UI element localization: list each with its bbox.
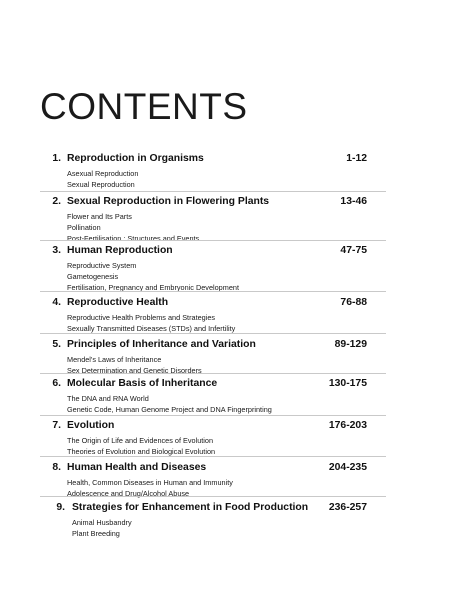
subtopic[interactable]: Reproductive System <box>67 261 137 270</box>
subtopic[interactable]: Reproductive Health Problems and Strategies <box>67 313 216 322</box>
chapter-title[interactable]: Sexual Reproduction in Flowering Plants <box>67 196 270 207</box>
chapter-pages: 76-88 <box>340 297 367 308</box>
chapter-number: 1. <box>52 153 61 164</box>
subtopic-list <box>67 312 235 334</box>
chapter-pages: 130-175 <box>328 378 367 389</box>
chapter-pages: 1-12 <box>346 153 367 164</box>
chapter-pages: 204-235 <box>328 462 367 473</box>
chapter-number: 3. <box>52 245 61 256</box>
chapter-number: 5. <box>52 339 61 350</box>
subtopic[interactable]: Sexually Transmitted Diseases (STDs) and Infertility <box>67 324 236 333</box>
chapter-5[interactable] <box>0 338 452 375</box>
divider <box>40 291 386 292</box>
divider <box>40 191 386 192</box>
chapter-pages: 236-257 <box>328 502 367 513</box>
chapter-heading[interactable] <box>0 419 452 432</box>
chapter-number: 8. <box>52 462 61 473</box>
divider <box>40 496 386 497</box>
subtopic[interactable]: Health, Common Diseases in Human and Immunity <box>67 478 233 487</box>
chapter-heading[interactable] <box>0 338 452 351</box>
subtopic[interactable]: Fertilisation, Pregnancy and Embryonic Development <box>67 283 239 292</box>
chapter-title[interactable]: Human Reproduction <box>67 245 173 256</box>
chapter-heading[interactable] <box>0 461 452 474</box>
chapter-2[interactable] <box>0 195 452 243</box>
chapter-number: 4. <box>52 297 61 308</box>
chapter-pages: 89-129 <box>334 339 367 350</box>
subtopic[interactable]: Genetic Code, Human Genome Project and DNA Fingerprinting <box>67 405 272 414</box>
subtopic[interactable]: Pollination <box>67 223 101 232</box>
chapter-pages: 13-46 <box>340 196 367 207</box>
divider <box>40 456 386 457</box>
subtopic[interactable]: Plant Breeding <box>72 529 120 538</box>
chapter-heading[interactable] <box>0 377 452 390</box>
subtopic[interactable]: Gametogenesis <box>67 272 119 281</box>
chapter-heading[interactable] <box>0 244 452 257</box>
subtopic[interactable]: Sexual Reproduction <box>67 180 135 189</box>
chapter-title[interactable]: Strategies for Enhancement in Food Production <box>72 502 309 513</box>
chapter-pages: 176-203 <box>328 420 367 431</box>
chapter-number: 6. <box>52 378 61 389</box>
subtopic-list <box>67 260 239 293</box>
subtopic[interactable]: Flower and Its Parts <box>67 212 132 221</box>
chapter-title[interactable]: Evolution <box>67 420 115 431</box>
chapter-title[interactable]: Molecular Basis of Inheritance <box>67 378 218 389</box>
divider <box>40 373 386 374</box>
subtopic[interactable]: Sex Determination and Genetic Disorders <box>67 366 202 375</box>
divider <box>40 240 386 241</box>
chapter-heading[interactable] <box>0 195 452 208</box>
chapter-title[interactable]: Reproduction in Organisms <box>67 153 204 164</box>
chapter-heading[interactable] <box>0 296 452 309</box>
subtopic[interactable]: Mendel's Laws of Inheritance <box>67 355 162 364</box>
chapter-7[interactable] <box>0 419 452 456</box>
chapter-title[interactable]: Reproductive Health <box>67 297 169 308</box>
subtopic[interactable]: The DNA and RNA World <box>67 394 149 403</box>
chapter-number: 2. <box>52 196 61 207</box>
chapter-title[interactable]: Principles of Inheritance and Variation <box>67 339 256 350</box>
chapter-number: 7. <box>52 420 61 431</box>
chapter-heading[interactable] <box>0 152 452 165</box>
chapter-number: 9. <box>56 502 65 513</box>
subtopic[interactable]: Adolescence and Drug/Alcohol Abuse <box>67 489 190 498</box>
subtopic[interactable]: Post-Fertilisation : Structures and Events <box>67 234 200 243</box>
chapter-6[interactable] <box>0 377 452 414</box>
subtopic-list <box>72 517 132 539</box>
chapter-1[interactable] <box>0 152 452 189</box>
subtopic-list <box>67 435 215 457</box>
page-title: CONTENTS <box>40 86 248 127</box>
subtopic[interactable]: Theories of Evolution and Biological Evolution <box>67 447 216 456</box>
chapter-4[interactable] <box>0 296 452 333</box>
subtopic[interactable]: Animal Husbandry <box>72 518 132 527</box>
chapter-9[interactable] <box>0 501 452 538</box>
chapter-3[interactable] <box>0 244 452 292</box>
chapter-8[interactable] <box>0 461 452 498</box>
divider <box>40 415 386 416</box>
chapter-title[interactable]: Human Health and Diseases <box>67 462 207 473</box>
subtopic[interactable]: The Origin of Life and Evidences of Evolution <box>67 436 214 445</box>
subtopic[interactable]: Asexual Reproduction <box>67 169 139 178</box>
chapter-pages: 47-75 <box>340 245 367 256</box>
chapter-heading[interactable] <box>0 501 452 514</box>
subtopic-list <box>67 168 138 190</box>
subtopic-list <box>67 393 272 415</box>
divider <box>40 333 386 334</box>
